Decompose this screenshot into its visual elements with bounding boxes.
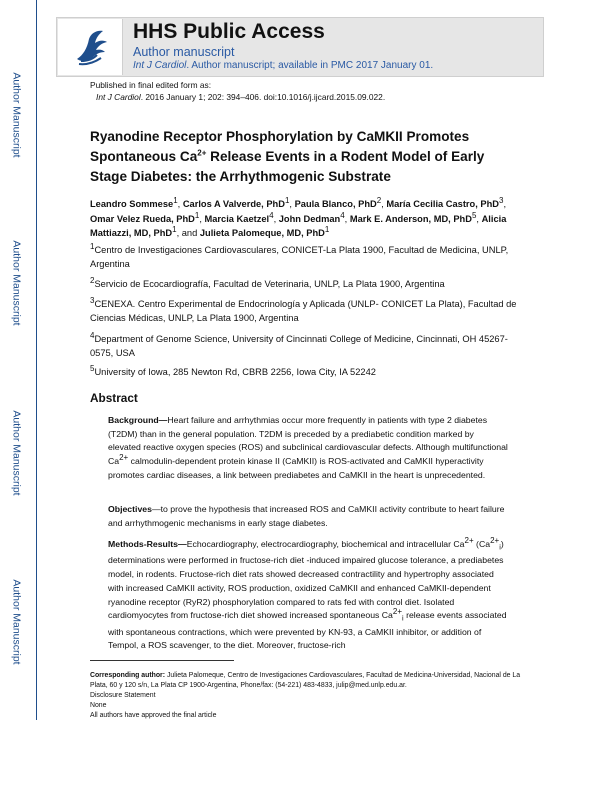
publication-info — [90, 79, 385, 103]
sidebar-label: Author Manuscript — [11, 579, 23, 665]
affiliation-3: 3CENEXA. Centro Experimental de Endocrinología y Aplicada (UNLP- CONICET La Plata), Facultad de Ciencias Médicas, UNLP, La Plata 1900, Argentina — [90, 295, 517, 323]
sidebar-label: Author Manuscript — [11, 410, 23, 496]
abstract-background: Background—Heart failure and arrhythmias occur more frequently in patients with type 2 diabetes (T2DM) than in the general population. T2DM is preceded by a prediabetic condition marked by elevated reactive oxygen species (ROS) and subclinical cardiovascular defects. Although multifunctional Ca2+ calmodulin-dependent protein kinase II (CaMKII) is ROS-activated and CaMKII hyperactivity promotes cardiac diseases, a link between prediabetes and CaMKII in the heart is unprecedented. — [108, 415, 508, 480]
author-name: Julieta Palomeque, MD, PhD — [199, 228, 325, 238]
abstract-heading: Abstract — [90, 391, 138, 405]
affiliation-1: 1Centro de Investigaciones Cardiovasculares, CONICET-La Plata 1900, Facultad de Medicina, UNLP, Argentina — [90, 241, 509, 269]
author-affiliation-marker: 5 — [471, 210, 477, 220]
author-affiliation-marker: 2 — [376, 195, 382, 205]
footnote-divider — [90, 660, 234, 661]
journal-link[interactable]: Int J Cardiol — [133, 60, 187, 71]
sidebar-label: Author Manuscript — [11, 72, 23, 158]
published-line: Published in final edited form as: — [90, 80, 212, 90]
banner-citation: Int J Cardiol. Author manuscript; available in PMC 2017 January 01. — [133, 60, 434, 71]
hhs-eagle-logo-icon — [58, 19, 123, 75]
author-affiliation-marker: 1 — [194, 210, 200, 220]
disclosure-statement: Disclosure Statement — [90, 692, 156, 699]
banner-title: HHS Public Access — [133, 20, 325, 43]
author-affiliation-marker: 1 — [284, 195, 290, 205]
disclosure-none: None — [90, 702, 107, 709]
author-name: María Cecilia Castro, PhD — [386, 199, 499, 209]
abstract-objectives: Objectives—to prove the hypothesis that increased ROS and CaMKII activity contribute to heart failure and arrhythmogenic mechanisms in early stage diabetes. — [108, 504, 505, 528]
author-name: Marcia Kaetzel — [204, 213, 270, 224]
author-name: Mark E. Anderson, MD, PhD — [349, 213, 472, 224]
author-name: Leandro Sommese — [90, 199, 174, 209]
sidebar-label: Author Manuscript — [11, 240, 23, 326]
author-name: Paula Blanco, PhD — [294, 199, 377, 209]
corresponding-author: Corresponding author: Julieta Palomeque, Centro de Investigaciones Cardiovasculares, Facultad de Medicina-Universidad, Nacional de La Plata, 60 y 120 s/n, La Plata CP 1900-Argentina, Phone/fax: (54-221) 483-4833, julip@med.unlp.edu.ar. — [90, 672, 521, 689]
published-citation: Int J Cardiol. 2016 January 1; 202: 394–406. doi:10.1016/j.ijcard.2015.09.022. — [96, 92, 386, 102]
author-name: Alicia Mattiazzi, MD, PhD — [90, 213, 507, 238]
affiliation-4: 4Department of Genome Science, University of Cincinnati College of Medicine, Cincinnati, OH 45267-0575, USA — [90, 330, 508, 358]
abstract-methods: Methods-Results—Echocardiography, electrocardiography, biochemical and intracellular $Ca2+ (Ca2+_i)$ determinations were performed in fructose-rich diet -induced impaired glucose tolerance, a prediabetes model, in rodents. Fructose-rich diet rats showed decreased contractility and hypertrophy associated with increased CaMKII activity, ROS production, oxidized CaMKII and enhanced CaMKII-dependent ryanodine receptor (RyR2) phosphorylation compared to rats fed with control diet. Isolated cardiomyocytes from fructose-rich diet showed increased spontaneous $Ca2+_i$ release events associated with spontaneous contractions, which were prevented by KN-93, a CaMKII inhibitor, or addition of Tempol, a ROS scavenger, to the diet. Moreover, fructose-rich — [108, 536, 507, 651]
affiliation-5: 5University of Iowa, 285 Newton Rd, CBRB 2256, Iowa City, IA 52242 — [90, 363, 376, 377]
article-title: Ryanodine Receptor Phosphorylation by CaMKII Promotes Spontaneous $Ca^{2+}$ Release Events in a Rodent Model of Early Stage Diabetes: the Arrhythmogenic Substrate — [90, 129, 485, 184]
author-affiliation-marker: 4 — [269, 210, 274, 220]
hhs-banner — [56, 17, 544, 77]
affiliation-2: 2Servicio de Ecocardiografía, Facultad de Veterinaria, UNLP, La Plata 1900, Argentina — [90, 275, 445, 289]
author-affiliation-marker: 1 — [172, 224, 177, 234]
author-list: Leandro Sommese1, Carlos A Valverde, PhD1, Paula Blanco, PhD2, María Cecilia Castro, PhD3, Omar Velez Rueda, PhD1, Marcia Kaetzel4, John Dedman4, Mark E. Anderson, MD, PhD5, Alicia Mattiazzi, MD, PhD1, and Julieta Palomeque, MD, PhD1 — [90, 195, 507, 238]
approval-note: All authors have approved the final article — [90, 712, 217, 719]
author-affiliation-marker: 1 — [173, 195, 178, 205]
author-name: Carlos A Valverde, PhD — [182, 199, 285, 209]
author-affiliation-marker: 4 — [340, 210, 345, 220]
author-name: Omar Velez Rueda, PhD — [90, 213, 195, 224]
banner-subtitle: Author manuscript — [133, 45, 235, 59]
author-manuscript-sidebar — [0, 0, 37, 720]
author-name: John Dedman — [278, 213, 341, 224]
author-affiliation-marker: 1 — [324, 224, 330, 234]
author-affiliation-marker: 3 — [499, 195, 504, 205]
